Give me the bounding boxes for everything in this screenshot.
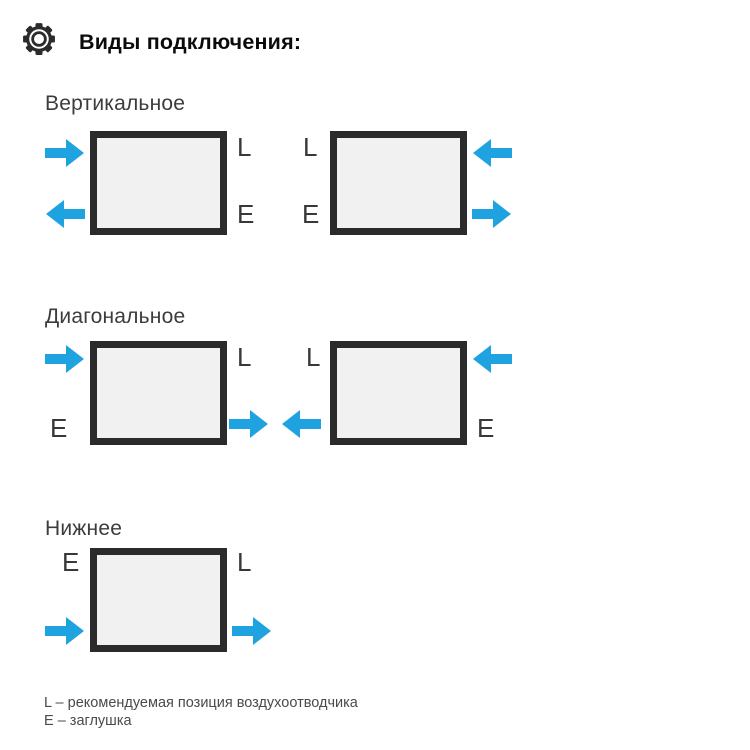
radiator-outline — [330, 341, 467, 445]
radiator-outline — [90, 341, 227, 445]
flow-arrow-out-icon — [45, 199, 85, 229]
port-label-l: L — [237, 342, 252, 372]
port-label-l: L — [237, 132, 252, 162]
legend — [44, 694, 358, 730]
port-label-e: E — [62, 547, 80, 577]
gear-icon — [22, 22, 56, 56]
flow-arrow-in-icon — [472, 344, 512, 374]
port-label-l: L — [306, 342, 321, 372]
radiator-outline — [90, 548, 227, 652]
port-label-e: E — [237, 199, 255, 229]
radiator-outline — [90, 131, 227, 235]
legend-line-e: E – заглушка — [44, 713, 132, 729]
port-label-e: E — [477, 413, 495, 443]
flow-arrow-out-icon — [472, 199, 512, 229]
flow-arrow-out-icon — [229, 409, 269, 439]
port-label-l: L — [303, 132, 318, 162]
flow-arrow-out-icon — [281, 409, 321, 439]
radiator-outline — [330, 131, 467, 235]
port-label-e: E — [302, 199, 320, 229]
port-label-e: E — [50, 413, 68, 443]
section-title-vertical: Вертикальное — [45, 92, 186, 115]
flow-arrow-in-icon — [45, 616, 85, 646]
port-label-l: L — [237, 547, 252, 577]
legend-line-l: L – рекомендуемая позиция воздухоотводчика — [44, 695, 358, 711]
section-title-bottom: Нижнее — [45, 517, 123, 540]
section-title-diagonal: Диагональное — [45, 305, 186, 328]
flow-arrow-in-icon — [45, 344, 85, 374]
flow-arrow-out-icon — [232, 616, 272, 646]
page-title: Виды подключения: — [79, 30, 302, 54]
flow-arrow-in-icon — [472, 138, 512, 168]
flow-arrow-in-icon — [45, 138, 85, 168]
